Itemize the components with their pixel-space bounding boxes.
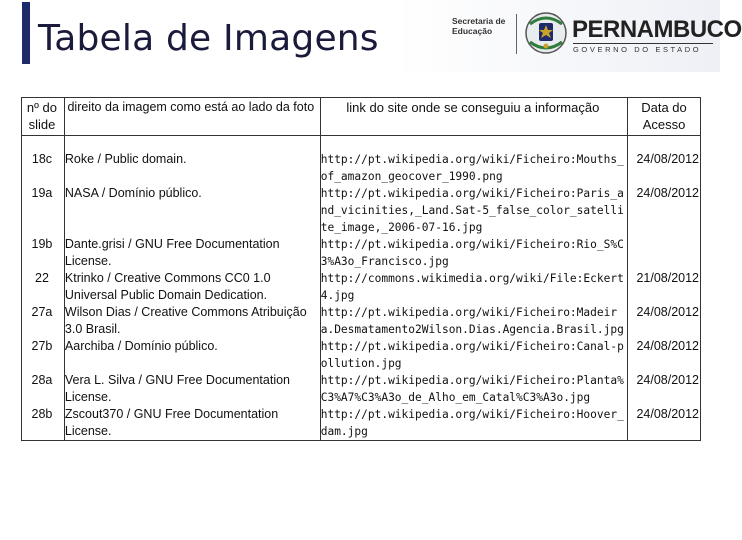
row-image-credit: NASA / Domínio público. — [64, 186, 202, 200]
row-access-date: 24/08/2012 — [636, 152, 699, 166]
table-body — [21, 135, 701, 440]
row-slide-number: 19b — [31, 237, 53, 251]
row-slide-number: 27a — [31, 305, 53, 319]
table-row — [21, 236, 701, 270]
secretaria-line2: Educação — [452, 26, 493, 36]
header-credit: direito da imagem como está ao lado da foto — [67, 100, 315, 114]
header-link: link do site onde se conseguiu a informação — [346, 100, 600, 115]
page-title: Tabela de Imagens — [38, 18, 379, 59]
row-slide-number: 22 — [35, 271, 49, 285]
state-subtitle: GOVERNO DO ESTADO — [573, 45, 702, 54]
table-row — [21, 185, 701, 236]
column-divider — [627, 97, 628, 441]
row-image-credit: Aarchiba / Domínio público. — [64, 339, 218, 353]
row-slide-number: 27b — [31, 339, 53, 353]
table-row — [21, 372, 701, 406]
column-divider — [64, 97, 65, 441]
image-credits-table — [21, 97, 701, 440]
header-slide: nº do slide — [26, 100, 57, 132]
row-access-date: 24/08/2012 — [636, 339, 699, 353]
row-image-credit: Ktrinko / Creative Commons CC0 1.0 Universal Public Domain Dedication. — [64, 271, 271, 302]
secretaria-label — [452, 16, 514, 36]
row-image-credit: Wilson Dias / Creative Commons Atribuição 3.0 Brasil. — [64, 305, 307, 336]
row-source-link[interactable]: http://commons.wikimedia.org/wiki/File:Eckert4.jpg — [320, 272, 624, 302]
row-source-link[interactable]: http://pt.wikipedia.org/wiki/Ficheiro:Planta%C3%A7%C3%A3o_de_Alho_em_Catal%C3%A3o.jpg — [320, 374, 624, 404]
row-access-date: 21/08/2012 — [636, 271, 699, 285]
row-slide-number: 18c — [31, 152, 53, 166]
row-source-link[interactable]: http://pt.wikipedia.org/wiki/Ficheiro:Rio_S%C3%A3o_Francisco.jpg — [320, 238, 624, 268]
row-source-link[interactable]: http://pt.wikipedia.org/wiki/Ficheiro:Paris_and_vicinities,_Land.Sat-5_false_color_satellite_image,_2006-07-16.jpg — [320, 187, 624, 234]
column-divider — [320, 97, 321, 441]
state-name-rule — [573, 43, 713, 44]
row-access-date: 24/08/2012 — [636, 373, 699, 387]
state-name: PERNAMBUCO — [572, 16, 742, 43]
header-divider — [21, 135, 701, 136]
table-row — [21, 270, 701, 304]
table-row — [21, 304, 701, 338]
row-source-link[interactable]: http://pt.wikipedia.org/wiki/Ficheiro:Madeira.Desmatamento2Wilson.Dias.Agencia.Brasil.jpg — [320, 306, 624, 336]
row-access-date: 24/08/2012 — [636, 186, 699, 200]
header-date: Data do Acesso — [641, 100, 687, 132]
row-slide-number: 28a — [31, 373, 53, 387]
row-image-credit: Dante.grisi / GNU Free Documentation License. — [64, 237, 280, 268]
row-source-link[interactable]: http://pt.wikipedia.org/wiki/Ficheiro:Canal-pollution.jpg — [320, 340, 624, 370]
row-source-link[interactable]: http://pt.wikipedia.org/wiki/Ficheiro:Mouths_of_amazon_geocover_1990.png — [320, 153, 624, 183]
table-row — [21, 406, 701, 440]
row-image-credit: Roke / Public domain. — [64, 152, 187, 166]
table-row — [21, 135, 701, 185]
row-slide-number: 28b — [31, 407, 53, 421]
row-access-date — [627, 236, 701, 270]
logo-divider — [516, 14, 517, 54]
state-seal-icon — [524, 10, 568, 56]
secretaria-line1: Secretaria de — [452, 16, 506, 26]
row-source-link[interactable]: http://pt.wikipedia.org/wiki/Ficheiro:Hoover_dam.jpg — [320, 408, 624, 438]
table-row — [21, 338, 701, 372]
government-logo — [452, 10, 742, 60]
row-slide-number: 19a — [31, 186, 53, 200]
row-access-date: 24/08/2012 — [636, 305, 699, 319]
title-accent-bar — [22, 2, 30, 64]
row-image-credit: Vera L. Silva / GNU Free Documentation License. — [64, 373, 291, 404]
row-image-credit: Zscout370 / GNU Free Documentation License. — [64, 407, 279, 438]
row-access-date: 24/08/2012 — [636, 407, 699, 421]
table-header-row — [21, 97, 701, 135]
